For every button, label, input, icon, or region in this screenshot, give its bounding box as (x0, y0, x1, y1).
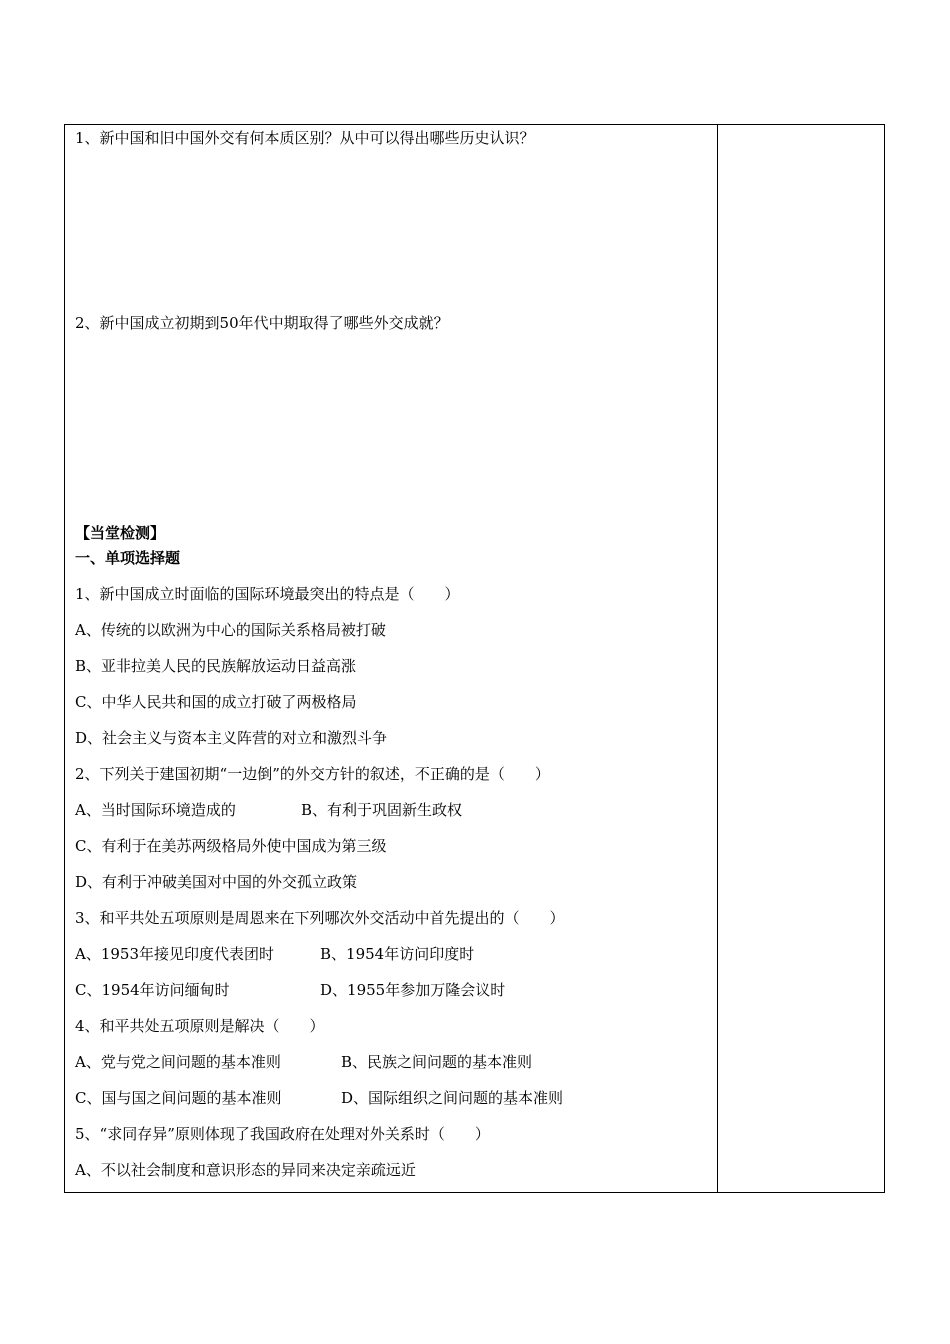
mcq5-stem: 5、“求同存异”原则体现了我国政府在处理对外关系时（ ） (75, 1125, 490, 1143)
mcq2-option-a: A、当时国际环境造成的 (75, 801, 236, 819)
mcq3-stem: 3、和平共处五项原则是周恩来在下列哪次外交活动中首先提出的（ ） (75, 909, 565, 927)
mcq4-option-a: A、党与党之间问题的基本准则 (75, 1053, 281, 1071)
mcq2-option-d: D、有利于冲破美国对中国的外交孤立政策 (75, 873, 358, 891)
mcq4-option-b: B、民族之间问题的基本准则 (341, 1053, 533, 1071)
mcq1-option-d: D、社会主义与资本主义阵营的对立和激烈斗争 (75, 729, 388, 747)
discussion-question-1: 1、新中国和旧中国外交有何本质区别？从中可以得出哪些历史认识？ (75, 129, 535, 147)
mcq1-option-a: A、传统的以欧洲为中心的国际关系格局被打破 (75, 621, 386, 639)
mcq1-option-c: C、中华人民共和国的成立打破了两极格局 (75, 693, 357, 711)
mcq3-option-b: B、1954年访问印度时 (320, 945, 475, 963)
table-column-divider (717, 124, 718, 1193)
mcq2-option-c: C、有利于在美苏两级格局外使中国成为第三级 (75, 837, 387, 855)
check-heading: 【当堂检测】 (75, 524, 166, 542)
mcq3-option-a: A、1953年接见印度代表团时 (75, 945, 275, 963)
section-heading: 一、单项选择题 (75, 549, 181, 567)
mcq4-option-c: C、国与国之间问题的基本准则 (75, 1089, 282, 1107)
mcq3-option-d: D、1955年参加万隆会议时 (320, 981, 506, 999)
mcq1-option-b: B、亚非拉美人民的民族解放运动日益高涨 (75, 657, 357, 675)
discussion-question-2: 2、新中国成立初期到50年代中期取得了哪些外交成就？ (75, 314, 449, 332)
mcq5-option-a: A、不以社会制度和意识形态的异同来决定亲疏远近 (75, 1161, 416, 1179)
mcq2-option-b: B、有利于巩固新生政权 (301, 801, 463, 819)
mcq4-stem: 4、和平共处五项原则是解决（ ） (75, 1017, 325, 1035)
mcq2-stem: 2、下列关于建国初期“一边倒”的外交方针的叙述，不正确的是（ ） (75, 765, 550, 783)
mcq4-option-d: D、国际组织之间问题的基本准则 (341, 1089, 564, 1107)
mcq1-stem: 1、新中国成立时面临的国际环境最突出的特点是（ ） (75, 585, 460, 603)
mcq3-option-c: C、1954年访问缅甸时 (75, 981, 230, 999)
